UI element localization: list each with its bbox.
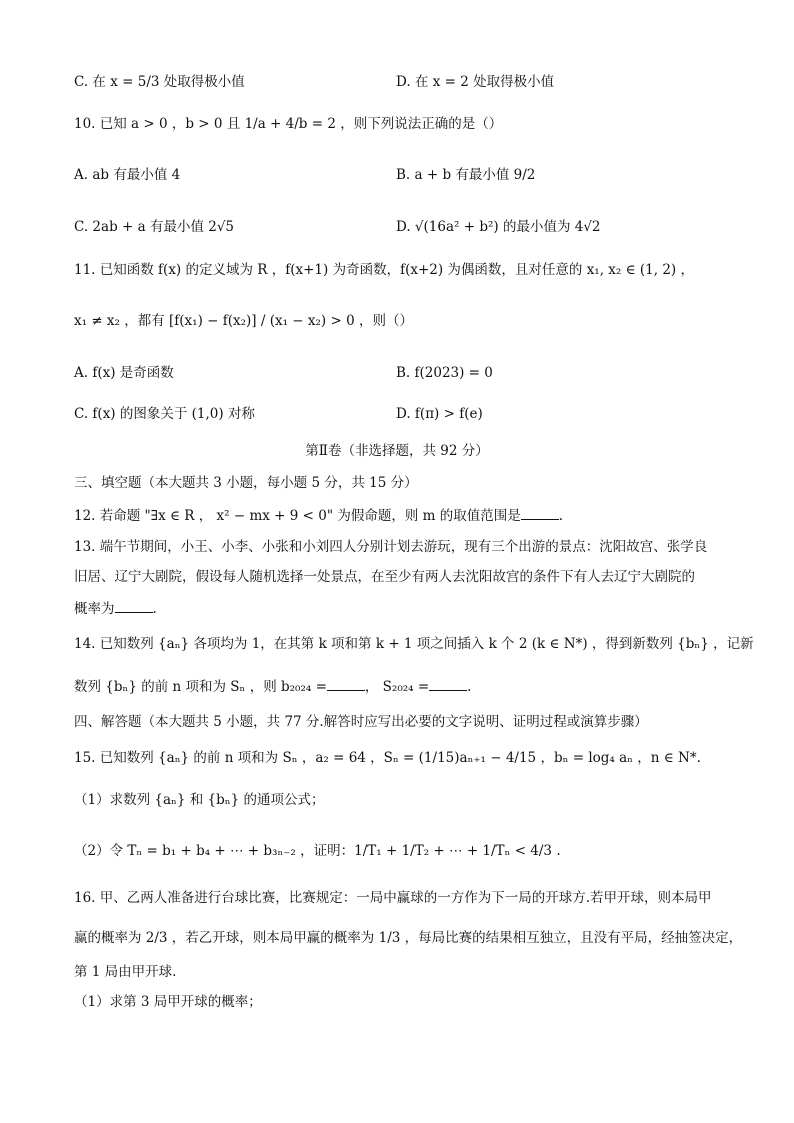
q12-text-b: . bbox=[558, 508, 564, 524]
q16-part1: （1）求第 3 局甲开球的概率； bbox=[74, 994, 262, 1010]
q15-part2: （2）令 Tₙ = b₁ + b₄ + ⋯ + b₃ₙ₋₂ ，证明：1/T₁ + 1/T₂ + ⋯ + 1/Tₙ < 4/3 . bbox=[74, 843, 561, 859]
section4-title: 四、解答题（本大题共 5 小题，共 77 分.解答时应写出必要的文字说明、证明过程或演算步骤） bbox=[74, 714, 648, 730]
q14-line2-b: ， S₂₀₂₄ = bbox=[364, 679, 430, 695]
q14-line2-a: 数列 {bₙ} 的前 n 项和为 Sₙ ，则 b₂₀₂₄ = bbox=[74, 679, 327, 695]
q12-text-a: 12. 若命题 "∃x ∈ R ， x² − mx + 9 < 0" 为假命题，则 m 的取值范围是 bbox=[74, 508, 521, 524]
q14-answer-blank-2[interactable] bbox=[429, 676, 467, 691]
q13-line3-b: . bbox=[152, 601, 157, 617]
q12-text bbox=[74, 505, 563, 526]
q14-line2-c: . bbox=[467, 679, 472, 695]
q11-option-d: D. f(π) > f(e) bbox=[396, 406, 483, 422]
q16-line2: 赢的概率为 2/3 ，若乙开球，则本局甲赢的概率为 1/3 ，每局比赛的结果相互独立，且没有平局，经抽签决定， bbox=[74, 930, 743, 946]
q14-answer-blank-1[interactable] bbox=[327, 676, 365, 691]
q13-line1: 13. 端午节期间，小王、小李、小张和小刘四人分别计划去游玩，现有三个出游的景点：沈阳故宫、张学良 bbox=[74, 539, 708, 555]
q16-line1: 16. 甲、乙两人准备进行台球比赛，比赛规定：一局中赢球的一方作为下一局的开球方.若甲开球，则本局甲 bbox=[74, 890, 712, 906]
q10-option-c: C. 2ab + a 有最小值 2√5 bbox=[74, 219, 235, 235]
q11-stem-line1: 11. 已知函数 f(x) 的定义域为 R ，f(x+1) 为奇函数，f(x+2) 为偶函数，且对任意的 x₁, x₂ ∈ (1, 2) ， bbox=[74, 262, 694, 278]
section3-title: 三、填空题（本大题共 3 小题，每小题 5 分，共 15 分） bbox=[74, 475, 418, 491]
q9-option-d: D. 在 x = 2 处取得极小值 bbox=[396, 74, 555, 90]
q12-answer-blank[interactable] bbox=[521, 505, 559, 520]
q10-option-a: A. ab 有最小值 4 bbox=[74, 167, 181, 183]
q13-answer-blank[interactable] bbox=[115, 598, 153, 613]
q14-line1: 14. 已知数列 {aₙ} 各项均为 1，在其第 k 项和第 k + 1 项之间插入 k 个 2 (k ∈ N*) ，得到新数列 {bₙ} ，记新 bbox=[74, 636, 754, 652]
q9-option-c: C. 在 x = 5/3 处取得极小值 bbox=[74, 74, 245, 90]
q13-line3 bbox=[74, 598, 157, 619]
q13-line3-a: 概率为 bbox=[74, 601, 115, 617]
q11-stem-line2: x₁ ≠ x₂ ，都有 [f(x₁) − f(x₂)] / (x₁ − x₂) > 0 ，则（） bbox=[74, 313, 413, 329]
q11-option-b: B. f(2023) = 0 bbox=[396, 365, 493, 381]
q10-stem: 10. 已知 a > 0 ，b > 0 且 1/a + 4/b = 2 ，则下列说法正确的是（） bbox=[74, 116, 503, 132]
q13-line2: 旧居、辽宁大剧院，假设每人随机选择一处景点，在至少有两人去沈阳故宫的条件下有人去辽宁大剧院的 bbox=[74, 569, 695, 585]
q15-stem: 15. 已知数列 {aₙ} 的前 n 项和为 Sₙ ，a₂ = 64 ，Sₙ = (1/15)aₙ₊₁ − 4/15 ，bₙ = log₄ aₙ ，n ∈ N*. bbox=[74, 750, 701, 766]
q10-option-b: B. a + b 有最小值 9/2 bbox=[396, 167, 536, 183]
q11-option-c: C. f(x) 的图象关于 (1,0) 对称 bbox=[74, 406, 255, 422]
q10-option-d: D. √(16a² + b²) 的最小值为 4√2 bbox=[396, 219, 601, 235]
q15-part1: （1）求数列 {aₙ} 和 {bₙ} 的通项公式； bbox=[74, 792, 325, 808]
q14-line2 bbox=[74, 676, 471, 697]
q16-line3: 第 1 局由甲开球. bbox=[74, 964, 177, 980]
q11-option-a: A. f(x) 是奇函数 bbox=[74, 365, 174, 381]
part2-title: 第Ⅱ卷（非选择题，共 92 分） bbox=[305, 443, 489, 459]
